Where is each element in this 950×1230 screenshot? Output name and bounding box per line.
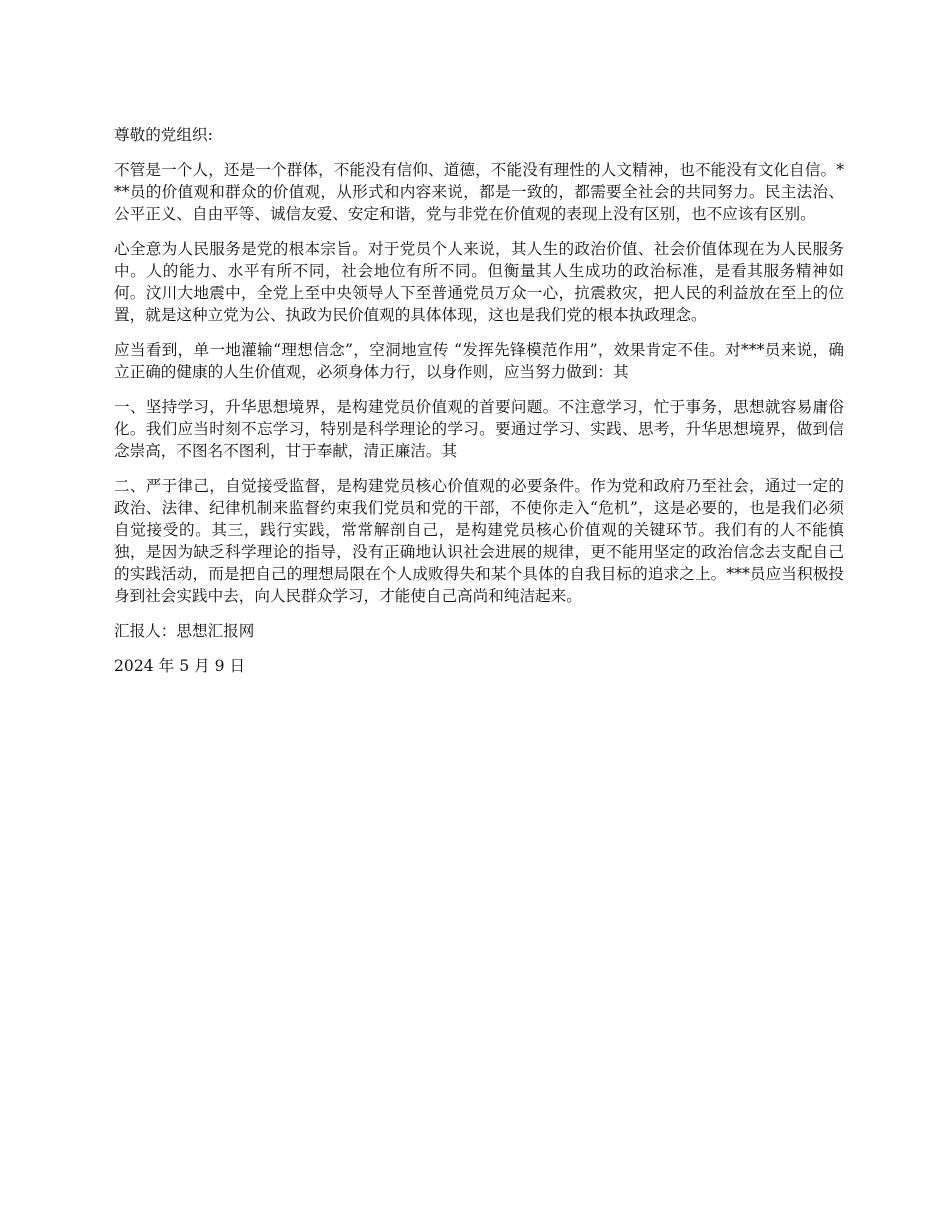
paragraph-belief: 不管是一个人，还是一个群体，不能没有信仰、道德，不能没有理性的人文精神，也不能没有文化自信。***员的价值观和群众的价值观，从形式和内容来说，都是一致的，都需要全社会的共同努力。民主法治、公平正义、自由平等、诚信友爱、安定和谐，党与非党在价值观的表现上没有区别，也不应该有区别。 [114,161,844,223]
salutation: 尊敬的党组织: [114,126,213,144]
document-body [114,124,844,690]
reporter-line: 汇报人：思想汇报网 [114,622,255,640]
date-line: 2024 年 5 月 9 日 [114,657,246,675]
paragraph-serve-people: 心全意为人民服务是党的根本宗旨。对于党员个人来说，其人生的政治价值、社会价值体现在为人民服务中。人的能力、水平有所不同，社会地位有所不同。但衡量其人生成功的政治标准，是看其服务精神如何。汶川大地震中，全党上至中央领导人下至普通党员万众一心，抗震救灾，把人民的利益放在至上的位置，就是这种立党为公、执政为民价值观的具体体现，这也是我们党的根本执政理念。 [114,240,844,324]
paragraph-point-one: 一、坚持学习，升华思想境界，是构建党员价值观的首要问题。不注意学习，忙于事务，思想就容易庸俗化。我们应当时刻不忘学习，特别是科学理论的学习。要通过学习、实践、思考，升华思想境界，做到信念崇高，不图名不图利，甘于奉献，清正廉洁。其 [114,398,844,460]
paragraph-point-two: 二、严于律己，自觉接受监督，是构建党员核心价值观的必要条件。作为党和政府乃至社会，通过一定的政治、法律、纪律机制来监督约束我们党员和党的干部，不使你走入“危机”，这是必要的，也是我们必须自觉接受的。其三，践行实践，常常解剖自己，是构建党员核心价值观的关键环节。我们有的人不能慎独，是因为缺乏科学理论的指导，没有正确地认识社会进展的规律，更不能用坚定的政治信念去支配自己的实践活动，而是把自己的理想局限在个人成败得失和某个具体的自我目标的追求之上。***员应当积极投身到社会实践中去，向人民群众学习，才能使自己高尚和纯洁起来。 [114,477,844,605]
paragraph-practice: 应当看到，单一地灌输“理想信念”，空洞地宣传 “发挥先锋模范作用”，效果肯定不佳。对***员来说，确立正确的健康的人生价值观，必须身体力行，以身作则，应当努力做到：其 [114,341,844,381]
